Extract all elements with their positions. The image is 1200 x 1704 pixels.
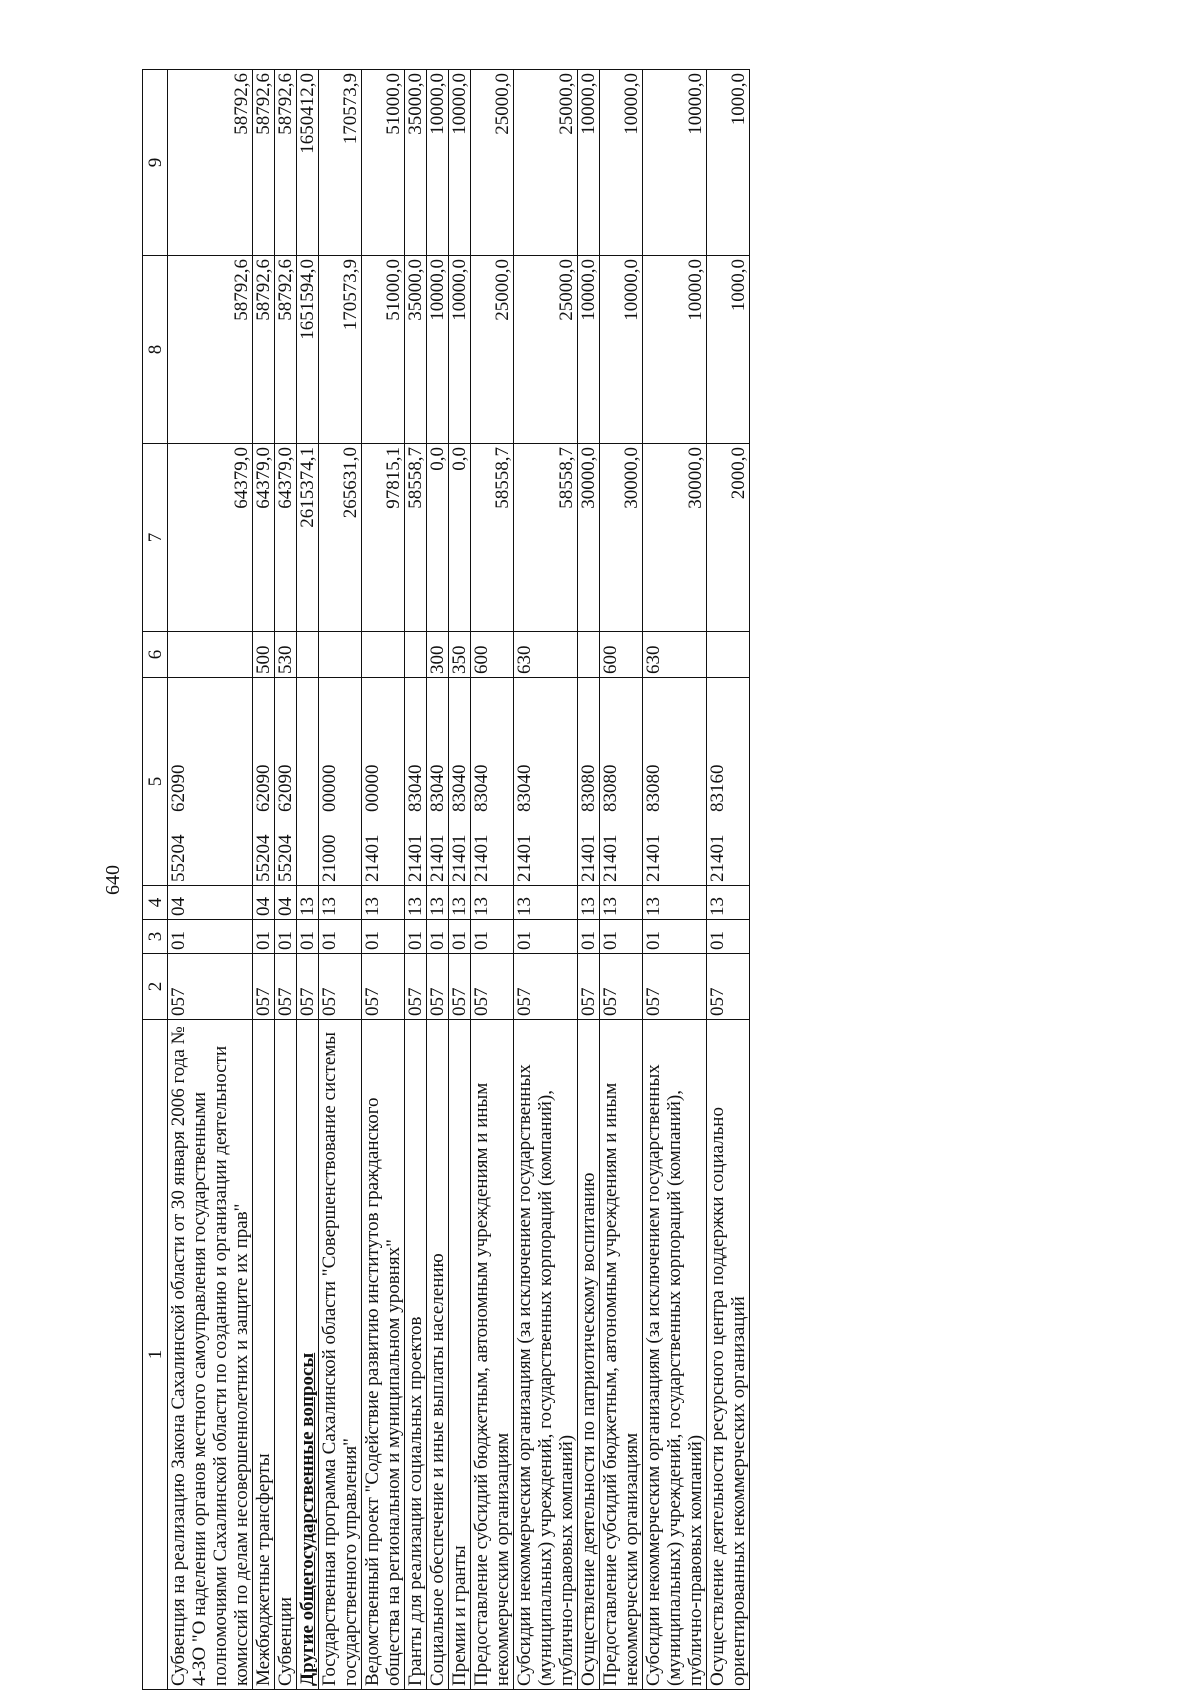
column-header-4: 4 bbox=[143, 886, 168, 920]
row-amount-col7: 58558,7 bbox=[405, 444, 427, 632]
table-row bbox=[449, 70, 471, 1690]
table-row bbox=[427, 70, 449, 1690]
row-target-code bbox=[405, 678, 427, 886]
table-row bbox=[253, 70, 275, 1690]
row-subsection-code: 04 bbox=[275, 886, 297, 920]
table-row bbox=[600, 70, 643, 1690]
target-code-part-2: 83040 bbox=[514, 764, 535, 812]
row-subsection-code: 04 bbox=[168, 886, 253, 920]
row-target-code bbox=[471, 678, 514, 886]
target-code-part-1: 21401 bbox=[514, 834, 535, 882]
row-amount-col9: 25000,0 bbox=[471, 70, 514, 256]
row-amount-col7: 30000,0 bbox=[600, 444, 643, 632]
row-section-code: 01 bbox=[168, 920, 253, 954]
row-amount-col8: 51000,0 bbox=[362, 256, 405, 444]
row-target-code bbox=[449, 678, 471, 886]
row-name: Осуществление деятельности ресурсного центра поддержки социально ориентированных некоммерческих организаций bbox=[707, 1020, 750, 1690]
row-expense-type-code bbox=[362, 632, 405, 678]
row-name: Социальное обеспечение и иные выплаты населению bbox=[427, 1020, 449, 1690]
target-code-part-2: 83080 bbox=[643, 764, 664, 812]
row-target-code bbox=[253, 678, 275, 886]
target-code-part-1: 21401 bbox=[471, 834, 492, 882]
row-amount-col8: 25000,0 bbox=[471, 256, 514, 444]
target-code-part-1: 55204 bbox=[168, 834, 189, 882]
table-row bbox=[168, 70, 253, 1690]
row-subsection-code: 13 bbox=[707, 886, 750, 920]
target-code-part-1: 21401 bbox=[362, 834, 383, 882]
row-section-code: 01 bbox=[427, 920, 449, 954]
row-section-code: 01 bbox=[297, 920, 319, 954]
table-row bbox=[707, 70, 750, 1690]
row-subsection-code: 13 bbox=[427, 886, 449, 920]
row-expense-type-code: 600 bbox=[600, 632, 643, 678]
row-subsection-code: 04 bbox=[253, 886, 275, 920]
row-amount-col7: 0,0 bbox=[449, 444, 471, 632]
target-code-part-2: 83080 bbox=[600, 764, 621, 812]
row-name: Гранты для реализации социальных проектов bbox=[405, 1020, 427, 1690]
row-subsection-code: 13 bbox=[514, 886, 578, 920]
target-code-part-2: 83040 bbox=[449, 764, 470, 812]
row-section-code: 01 bbox=[578, 920, 600, 954]
row-expense-type-code bbox=[297, 632, 319, 678]
target-code-part-1: 55204 bbox=[275, 834, 296, 882]
column-header-2: 2 bbox=[143, 954, 168, 1020]
row-ved-code: 057 bbox=[405, 954, 427, 1020]
row-name: Другие общегосударственные вопросы bbox=[297, 1020, 319, 1690]
row-amount-col7: 64379,0 bbox=[253, 444, 275, 632]
row-subsection-code: 13 bbox=[319, 886, 362, 920]
target-code-part-1: 55204 bbox=[253, 834, 274, 882]
row-expense-type-code bbox=[707, 632, 750, 678]
row-expense-type-code bbox=[168, 632, 253, 678]
row-name: Предоставление субсидий бюджетным, автономным учреждениям и иным некоммерческим организациям bbox=[600, 1020, 643, 1690]
row-amount-col9: 58792,6 bbox=[253, 70, 275, 256]
row-name: Субвенция на реализацию Закона Сахалинской области от 30 января 2006 года № 4-ЗО "О наделении органов местного самоуправления государственными полномочиями Сахалинской области по созданию и организации деятельности комиссий по делам несовершеннолетних и защите их прав" bbox=[168, 1020, 253, 1690]
table-row bbox=[514, 70, 578, 1690]
row-target-code bbox=[319, 678, 362, 886]
row-subsection-code: 13 bbox=[600, 886, 643, 920]
row-amount-col9: 10000,0 bbox=[643, 70, 707, 256]
row-amount-col7: 58558,7 bbox=[471, 444, 514, 632]
header-row bbox=[143, 70, 168, 1690]
row-target-code bbox=[362, 678, 405, 886]
row-target-code bbox=[297, 678, 319, 886]
row-subsection-code: 13 bbox=[643, 886, 707, 920]
row-amount-col8: 10000,0 bbox=[449, 256, 471, 444]
column-header-9: 9 bbox=[143, 70, 168, 256]
table-row bbox=[297, 70, 319, 1690]
column-header-5: 5 bbox=[143, 678, 168, 886]
target-code-part-1: 21401 bbox=[578, 834, 599, 882]
row-target-code bbox=[168, 678, 253, 886]
row-ved-code: 057 bbox=[168, 954, 253, 1020]
row-name: Субсидии некоммерческим организациям (за исключением государственных (муниципальных) учреждений, государственных корпораций (компаний), публично-правовых компаний) bbox=[514, 1020, 578, 1690]
row-amount-col7: 64379,0 bbox=[275, 444, 297, 632]
row-name: Государственная программа Сахалинской области "Совершенствование системы государственного управления" bbox=[319, 1020, 362, 1690]
row-name: Ведомственный проект "Содействие развитию институтов гражданского общества на региональном и муниципальном уровнях" bbox=[362, 1020, 405, 1690]
row-ved-code: 057 bbox=[471, 954, 514, 1020]
row-target-code bbox=[707, 678, 750, 886]
row-section-code: 01 bbox=[707, 920, 750, 954]
row-ved-code: 057 bbox=[362, 954, 405, 1020]
target-code-part-2: 83080 bbox=[578, 764, 599, 812]
budget-table-page bbox=[100, 70, 1140, 1690]
column-header-7: 7 bbox=[143, 444, 168, 632]
target-code-part-1: 21401 bbox=[600, 834, 621, 882]
row-amount-col9: 35000,0 bbox=[405, 70, 427, 256]
page-number: 640 bbox=[102, 865, 124, 895]
row-subsection-code: 13 bbox=[297, 886, 319, 920]
row-section-code: 01 bbox=[275, 920, 297, 954]
row-ved-code: 057 bbox=[275, 954, 297, 1020]
row-name: Предоставление субсидий бюджетным, автономным учреждениям и иным некоммерческим организациям bbox=[471, 1020, 514, 1690]
target-code-part-2: 62090 bbox=[168, 764, 189, 812]
row-expense-type-code: 500 bbox=[253, 632, 275, 678]
row-amount-col8: 58792,6 bbox=[168, 256, 253, 444]
row-name: Осуществление деятельности по патриотическому воспитанию bbox=[578, 1020, 600, 1690]
row-amount-col7: 2000,0 bbox=[707, 444, 750, 632]
row-subsection-code: 13 bbox=[405, 886, 427, 920]
row-expense-type-code: 600 bbox=[471, 632, 514, 678]
row-amount-col8: 1651594,0 bbox=[297, 256, 319, 444]
row-amount-col7: 58558,7 bbox=[514, 444, 578, 632]
target-code-part-1: 21401 bbox=[427, 834, 448, 882]
row-section-code: 01 bbox=[362, 920, 405, 954]
column-header-8: 8 bbox=[143, 256, 168, 444]
target-code-part-1: 21401 bbox=[707, 834, 728, 882]
row-amount-col9: 10000,0 bbox=[578, 70, 600, 256]
row-section-code: 01 bbox=[449, 920, 471, 954]
target-code-part-2: 83040 bbox=[427, 764, 448, 812]
target-code-part-2: 62090 bbox=[275, 764, 296, 812]
row-amount-col9: 10000,0 bbox=[427, 70, 449, 256]
row-amount-col7: 265631,0 bbox=[319, 444, 362, 632]
row-section-code: 01 bbox=[253, 920, 275, 954]
row-name: Премии и гранты bbox=[449, 1020, 471, 1690]
target-code-part-2: 62090 bbox=[253, 764, 274, 812]
row-subsection-code: 13 bbox=[362, 886, 405, 920]
row-amount-col8: 25000,0 bbox=[514, 256, 578, 444]
row-amount-col9: 58792,6 bbox=[168, 70, 253, 256]
row-amount-col9: 170573,9 bbox=[319, 70, 362, 256]
row-target-code bbox=[643, 678, 707, 886]
row-amount-col8: 10000,0 bbox=[427, 256, 449, 444]
row-ved-code: 057 bbox=[600, 954, 643, 1020]
row-expense-type-code: 350 bbox=[449, 632, 471, 678]
row-amount-col9: 58792,6 bbox=[275, 70, 297, 256]
row-amount-col8: 58792,6 bbox=[275, 256, 297, 444]
target-code-part-2: 83160 bbox=[707, 764, 728, 812]
row-section-code: 01 bbox=[600, 920, 643, 954]
row-subsection-code: 13 bbox=[471, 886, 514, 920]
row-amount-col9: 10000,0 bbox=[600, 70, 643, 256]
row-expense-type-code: 300 bbox=[427, 632, 449, 678]
row-subsection-code: 13 bbox=[578, 886, 600, 920]
row-name: Субвенции bbox=[275, 1020, 297, 1690]
column-header-6: 6 bbox=[143, 632, 168, 678]
row-target-code bbox=[578, 678, 600, 886]
row-section-code: 01 bbox=[643, 920, 707, 954]
row-expense-type-code bbox=[319, 632, 362, 678]
target-code-part-1: 21401 bbox=[643, 834, 664, 882]
row-amount-col7: 0,0 bbox=[427, 444, 449, 632]
row-ved-code: 057 bbox=[319, 954, 362, 1020]
row-name: Межбюджетные трансферты bbox=[253, 1020, 275, 1690]
row-amount-col8: 10000,0 bbox=[578, 256, 600, 444]
row-expense-type-code bbox=[405, 632, 427, 678]
row-section-code: 01 bbox=[514, 920, 578, 954]
row-amount-col8: 35000,0 bbox=[405, 256, 427, 444]
row-amount-col8: 10000,0 bbox=[643, 256, 707, 444]
table-row bbox=[405, 70, 427, 1690]
row-name: Субсидии некоммерческим организациям (за исключением государственных (муниципальных) учреждений, государственных корпораций (компаний), публично-правовых компаний) bbox=[643, 1020, 707, 1690]
row-ved-code: 057 bbox=[427, 954, 449, 1020]
row-target-code bbox=[514, 678, 578, 886]
table-row bbox=[578, 70, 600, 1690]
row-expense-type-code bbox=[578, 632, 600, 678]
row-ved-code: 057 bbox=[578, 954, 600, 1020]
row-section-code: 01 bbox=[319, 920, 362, 954]
row-ved-code: 057 bbox=[253, 954, 275, 1020]
row-target-code bbox=[275, 678, 297, 886]
row-expense-type-code: 530 bbox=[275, 632, 297, 678]
row-amount-col9: 10000,0 bbox=[449, 70, 471, 256]
row-amount-col9: 25000,0 bbox=[514, 70, 578, 256]
row-ved-code: 057 bbox=[297, 954, 319, 1020]
table-row bbox=[275, 70, 297, 1690]
target-code-part-1: 21401 bbox=[405, 834, 426, 882]
table-row bbox=[471, 70, 514, 1690]
row-amount-col8: 10000,0 bbox=[600, 256, 643, 444]
column-header-3: 3 bbox=[143, 920, 168, 954]
target-code-part-2: 83040 bbox=[471, 764, 492, 812]
table-row bbox=[319, 70, 362, 1690]
row-expense-type-code: 630 bbox=[643, 632, 707, 678]
row-amount-col7: 2615374,1 bbox=[297, 444, 319, 632]
row-target-code bbox=[600, 678, 643, 886]
row-section-code: 01 bbox=[471, 920, 514, 954]
row-amount-col9: 1000,0 bbox=[707, 70, 750, 256]
column-header-1: 1 bbox=[143, 1020, 168, 1690]
target-code-part-2: 00000 bbox=[362, 764, 383, 812]
target-code-part-1: 21401 bbox=[449, 834, 470, 882]
row-target-code bbox=[427, 678, 449, 886]
row-amount-col7: 30000,0 bbox=[643, 444, 707, 632]
row-ved-code: 057 bbox=[514, 954, 578, 1020]
row-expense-type-code: 630 bbox=[514, 632, 578, 678]
row-amount-col8: 170573,9 bbox=[319, 256, 362, 444]
row-section-code: 01 bbox=[405, 920, 427, 954]
row-ved-code: 057 bbox=[707, 954, 750, 1020]
row-amount-col8: 1000,0 bbox=[707, 256, 750, 444]
row-amount-col7: 64379,0 bbox=[168, 444, 253, 632]
row-amount-col7: 30000,0 bbox=[578, 444, 600, 632]
row-ved-code: 057 bbox=[449, 954, 471, 1020]
table-row bbox=[643, 70, 707, 1690]
row-ved-code: 057 bbox=[643, 954, 707, 1020]
row-amount-col9: 51000,0 bbox=[362, 70, 405, 256]
target-code-part-1: 21000 bbox=[319, 834, 340, 882]
row-amount-col9: 1650412,0 bbox=[297, 70, 319, 256]
row-amount-col8: 58792,6 bbox=[253, 256, 275, 444]
budget-table bbox=[142, 69, 750, 1690]
target-code-part-2: 00000 bbox=[319, 764, 340, 812]
target-code-part-2: 83040 bbox=[405, 764, 426, 812]
table-row bbox=[362, 70, 405, 1690]
row-subsection-code: 13 bbox=[449, 886, 471, 920]
row-amount-col7: 97815,1 bbox=[362, 444, 405, 632]
